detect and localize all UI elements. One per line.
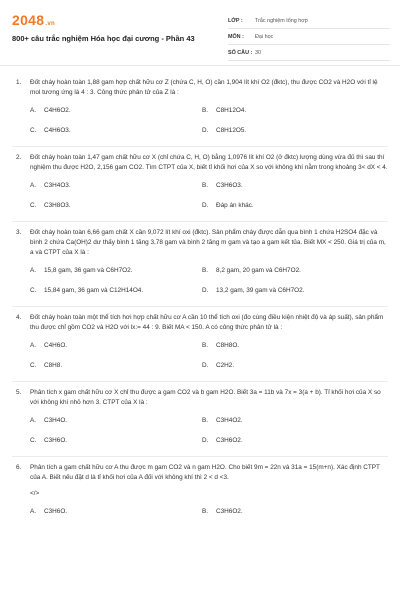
logo-suffix: .vn [45, 21, 55, 27]
meta-value: Trắc nghiệm tổng hợp [255, 17, 308, 24]
answer-letter: B. [202, 182, 209, 189]
page-title: 800+ câu trắc nghiệm Hóa học đại cương - Phần 43 [12, 34, 195, 43]
answer-letter: C. [30, 287, 37, 294]
answer-text: C3H4O. [44, 417, 68, 424]
question-number: 3. [16, 229, 22, 236]
answer-letter: B. [202, 417, 209, 424]
answer-text: 8,2 gam, 20 gam và C6H7O2. [216, 267, 301, 274]
answer-text: 13,2 gam, 39 gam và C6H7O2. [216, 287, 305, 294]
page-header [0, 0, 400, 66]
answer-text: C3H4O2. [216, 417, 243, 424]
question-item [12, 78, 388, 136]
answer-options [30, 507, 388, 517]
answer-option[interactable] [202, 266, 388, 276]
question-text: Đốt cháy hoàn toàn một thể tích hơi hợp chất hữu cơ A cần 10 thể tích oxi (đo cùng điều kiện nhiệt độ và áp suất), sản phẩm thu được chỉ gồm CO2 và H2O với lx:= 44 : 9. Biết MA < 150. A có công thức phân tử là : [30, 314, 384, 331]
meta-label: SỐ CÂU : [228, 49, 253, 56]
question-number: 1. [16, 79, 22, 86]
answer-option[interactable] [30, 436, 202, 446]
answer-letter: D. [202, 202, 209, 209]
answer-text: C4H6O. [44, 342, 68, 349]
answer-option[interactable] [30, 106, 202, 116]
question-divider [12, 456, 388, 457]
answer-options [30, 416, 388, 446]
answer-option[interactable] [30, 416, 202, 426]
answer-text: C3H6O3. [216, 182, 243, 189]
answer-text: C3H6O2. [216, 508, 243, 515]
answer-option[interactable] [202, 126, 388, 136]
answer-option[interactable] [30, 181, 202, 191]
answer-option[interactable] [202, 341, 388, 351]
answer-letter: A. [30, 107, 37, 114]
answer-option[interactable] [202, 201, 388, 211]
answer-option[interactable] [202, 106, 388, 116]
answer-letter: C. [30, 437, 37, 444]
question-item [12, 313, 388, 371]
answer-text: C3H6O. [44, 508, 68, 515]
logo-text: 2048 [12, 12, 45, 28]
answer-option[interactable] [30, 286, 202, 296]
question-stem [12, 153, 388, 173]
answer-text: C2H2. [216, 362, 235, 369]
question-text: Phân tích x gam chất hữu cơ X chỉ thu được a gam CO2 và b gam H2O. Biết 3a = 11b và 7x = 3(a + b). Tỉ khối hơi của X so với không khí nhỏ hơn 3. CTPT của X là : [30, 389, 381, 406]
answer-letter: A. [30, 417, 37, 424]
answer-text: C8H8. [44, 362, 63, 369]
answer-option[interactable] [30, 126, 202, 136]
question-text: Đốt cháy hoàn toàn 6,66 gam chất X cần 9,072 lít khí oxi (đktc). Sản phẩm cháy được dẫn qua bình 1 chứa H2SO4 đặc và bình 2 chứa Ca(OH)2 dư thấy bình 1 tăng 3,78 gam và bình 2 tăng m gam và tạo a gam kết tủa. Biết MX < 250. Giá trị của m, a và CTPT của X là : [30, 229, 386, 256]
answer-options [30, 181, 388, 211]
answer-options [30, 266, 388, 296]
question-text: Đốt cháy hoàn toàn 1,88 gam hợp chất hữu cơ Z (chứa C, H, O) cần 1,904 lít khí O2 (đktc), thu được CO2 và H2O với tỉ lệ mol tương ứng là 4 : 3. Công thức phân tử của Z là : [30, 79, 378, 96]
answer-option[interactable] [202, 507, 388, 517]
question-number: 4. [16, 314, 22, 321]
question-item [12, 388, 388, 446]
answer-letter: D. [202, 287, 209, 294]
meta-label: LỚP : [228, 17, 243, 24]
question-extra: </> [30, 490, 40, 497]
question-item [12, 463, 388, 517]
question-divider [12, 221, 388, 222]
answer-letter: A. [30, 182, 37, 189]
answer-option[interactable] [202, 436, 388, 446]
question-item [12, 228, 388, 296]
answer-text: C8H12O4. [216, 107, 247, 114]
meta-info [228, 13, 390, 61]
answer-option[interactable] [30, 507, 202, 517]
answer-option[interactable] [30, 266, 202, 276]
answer-letter: A. [30, 342, 37, 349]
question-stem [12, 313, 388, 333]
answer-letter: B. [202, 267, 209, 274]
site-logo[interactable] [12, 12, 55, 28]
answer-letter: A. [30, 508, 37, 515]
question-divider [12, 306, 388, 307]
question-stem [12, 388, 388, 408]
answer-letter: D. [202, 362, 209, 369]
answer-options [30, 341, 388, 371]
answer-option[interactable] [30, 341, 202, 351]
meta-value: 30 [255, 49, 261, 56]
answer-option[interactable] [30, 201, 202, 211]
answer-letter: C. [30, 127, 37, 134]
answer-text: C3H8O3. [44, 202, 71, 209]
meta-row-count [228, 45, 390, 61]
answer-text: C8H8O. [216, 342, 240, 349]
meta-row-subject [228, 29, 390, 45]
meta-row-class [228, 13, 390, 29]
answer-text: C3H4O3. [44, 182, 71, 189]
answer-letter: A. [30, 267, 37, 274]
answer-option[interactable] [202, 361, 388, 371]
answer-letter: C. [30, 202, 37, 209]
question-item [12, 153, 388, 211]
question-stem [12, 463, 388, 483]
meta-value: Đại học [255, 33, 274, 40]
answer-options [30, 106, 388, 136]
answer-option[interactable] [202, 416, 388, 426]
answer-text: C3H6O2. [216, 437, 243, 444]
question-text: Đốt cháy hoàn toàn 1,47 gam chất hữu cơ X (chỉ chứa C, H, O) bằng 1,0976 lít khí O2 (ở đktc) lượng dùng vừa đủ thì sau thí nghiệm thu được H2O, 2,156 gam CO2. Tìm CTPT của X, biết tỉ khối hơi của X so với không khí nằm trong khoảng 3< dX < 4. [30, 154, 388, 171]
question-list [0, 66, 400, 517]
answer-letter: B. [202, 508, 209, 515]
answer-letter: B. [202, 342, 209, 349]
question-divider [12, 381, 388, 382]
answer-text: Đáp án khác. [216, 202, 254, 209]
answer-letter: B. [202, 107, 209, 114]
answer-text: 15,8 gam, 36 gam và C6H7O2. [44, 267, 133, 274]
answer-text: C8H12O5. [216, 127, 247, 134]
question-number: 6. [16, 464, 22, 471]
meta-label: MÔN : [228, 33, 244, 40]
question-stem [12, 78, 388, 98]
answer-letter: D. [202, 437, 209, 444]
answer-text: C3H6O. [44, 437, 68, 444]
question-stem [12, 228, 388, 258]
answer-letter: C. [30, 362, 37, 369]
answer-option[interactable] [202, 181, 388, 191]
answer-text: 15,84 gam, 36 gam và C12H14O4. [44, 287, 144, 294]
question-number: 2. [16, 154, 22, 161]
question-text: Phân tích a gam chất hữu cơ A thu được m gam CO2 và n gam H2O. Cho biết 9m = 22n và 31a = 15(m+n). Xác định CTPT của A. Biết nếu đặt d là tỉ khối hơi của A đối với không khí thì 2 < d <3. [30, 464, 380, 481]
answer-text: C4H6O2. [44, 107, 71, 114]
question-divider [12, 146, 388, 147]
answer-option[interactable] [202, 286, 388, 296]
answer-text: C4H6O3. [44, 127, 71, 134]
answer-option[interactable] [30, 361, 202, 371]
answer-letter: D. [202, 127, 209, 134]
question-number: 5. [16, 389, 22, 396]
